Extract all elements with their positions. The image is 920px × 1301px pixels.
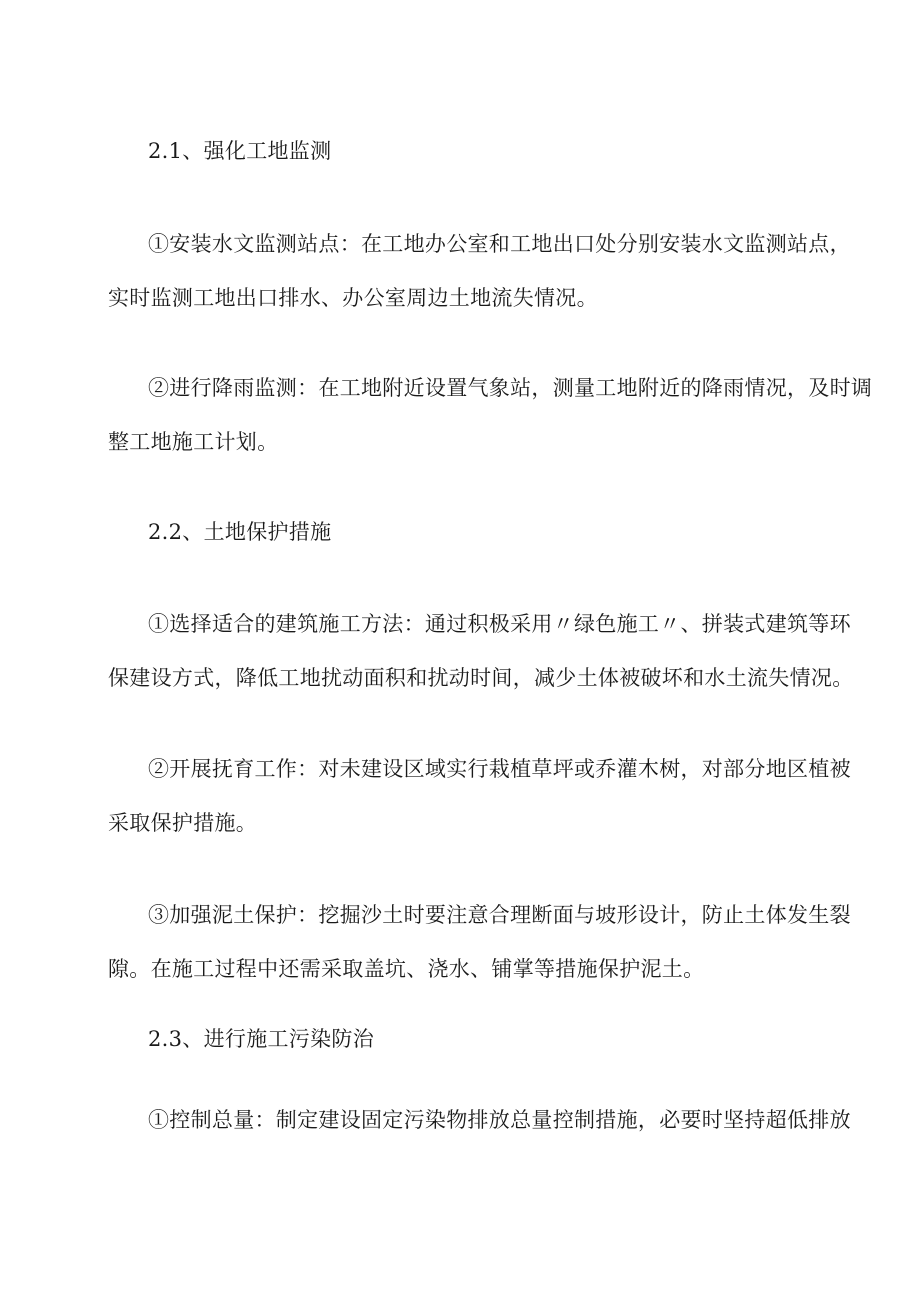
section-heading-2-1: 2.1、强化工地监测	[148, 139, 332, 163]
section-heading-2-3: 2.3、进行施工污染防治	[148, 1027, 374, 1051]
paragraph-line: 整工地施工计划。	[108, 430, 279, 454]
paragraph-line: 采取保护措施。	[108, 811, 258, 835]
paragraph-line: ②进行降雨监测：在工地附近设置气象站，测量工地附近的降雨情况，及时调	[148, 376, 873, 400]
paragraph-line: 隙。在施工过程中还需采取盖坑、浇水、铺掌等措施保护泥土。	[108, 957, 705, 981]
paragraph-line: 保建设方式，降低工地扰动面积和扰动时间，减少土体被破坏和水土流失情况。	[108, 666, 854, 690]
section-heading-2-2: 2.2、土地保护措施	[148, 520, 332, 544]
paragraph-line: ①选择适合的建筑施工方法：通过积极采用〃绿色施工〃、拼装式建筑等环	[148, 612, 851, 636]
paragraph-line: ①控制总量：制定建设固定污染物排放总量控制措施，必要时坚持超低排放	[148, 1108, 851, 1132]
paragraph-line: 实时监测工地出口排水、办公室周边土地流失情况。	[108, 286, 598, 310]
paragraph-line: ③加强泥土保护：挖掘沙土时要注意合理断面与坡形设计，防止土体发生裂	[148, 903, 851, 927]
paragraph-line: ②开展抚育工作：对未建设区域实行栽植草坪或乔灌木树，对部分地区植被	[148, 757, 851, 781]
paragraph-line: ①安装水文监测站点：在工地办公室和工地出口处分别安装水文监测站点，	[148, 232, 851, 256]
